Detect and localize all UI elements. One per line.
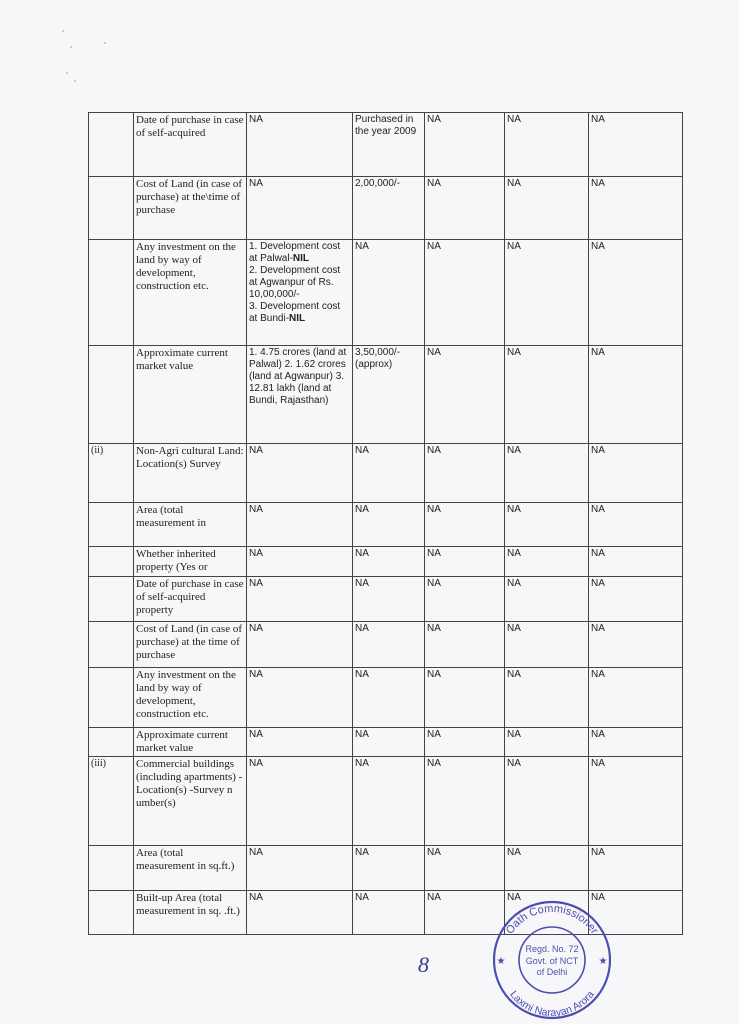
value-cell: NA: [353, 891, 425, 935]
value-cell: NA: [589, 757, 683, 846]
value-cell: NA: [247, 503, 353, 547]
value-cell: NA: [247, 846, 353, 891]
table-row: [89, 757, 683, 846]
value-cell: NA: [589, 891, 683, 935]
row-number: [89, 346, 134, 444]
value-cell: NA: [505, 113, 589, 177]
seal-line-2: Govt. of NCT: [525, 956, 579, 966]
table-row: [89, 622, 683, 668]
value-cell: NA: [505, 240, 589, 346]
value-cell: NA: [505, 547, 589, 577]
value-cell: NA: [247, 113, 353, 177]
seal-top-text: Oath Commissioner: [503, 902, 601, 937]
value-cell: NA: [247, 668, 353, 728]
value-cell: NA: [589, 846, 683, 891]
value-cell: NA: [353, 547, 425, 577]
value-cell: NA: [425, 113, 505, 177]
dev-nil-bundi: NIL: [289, 313, 306, 324]
value-cell: NA: [425, 444, 505, 503]
value-cell: NA: [505, 177, 589, 240]
value-cell: 1. 4.75 crores (land at Palwal) 2. 1.62 crores (land at Agwanpur) 3. 12.81 lakh (land at Bundi, Rajasthan): [247, 346, 353, 444]
value-cell: NA: [425, 891, 505, 935]
table-row: [89, 177, 683, 240]
value-cell: NA: [589, 113, 683, 177]
row-label: Commercial buildings (including apartments) -Location(s) -Survey n umber(s): [134, 757, 247, 846]
value-cell: NA: [589, 728, 683, 757]
value-cell: NA: [247, 622, 353, 668]
value-cell: NA: [247, 177, 353, 240]
row-number: (ii): [89, 444, 134, 503]
scan-speck: [104, 42, 106, 44]
row-label: Non-Agri cultural Land: Location(s) Survey: [134, 444, 247, 503]
value-cell: NA: [425, 177, 505, 240]
value-cell: NA: [425, 240, 505, 346]
value-cell: NA: [425, 668, 505, 728]
table-row: [89, 577, 683, 622]
value-cell: NA: [505, 503, 589, 547]
value-cell: NA: [425, 728, 505, 757]
page-number: 8: [418, 952, 429, 977]
seal-line-1: Regd. No. 72: [525, 944, 579, 954]
table-row: [89, 113, 683, 177]
value-cell: NA: [425, 757, 505, 846]
dev-line-palwal: 1. Development cost at Palwal-: [249, 241, 341, 264]
table-row: [89, 444, 683, 503]
dev-line-bundi: 3. Development cost at Bundi-: [249, 301, 341, 324]
row-number: (iii): [89, 757, 134, 846]
scan-speck: [70, 46, 72, 48]
table-row: [89, 503, 683, 547]
scan-speck: [62, 30, 64, 32]
row-number: [89, 177, 134, 240]
value-cell: NA: [247, 757, 353, 846]
value-cell: NA: [589, 177, 683, 240]
value-cell: NA: [505, 846, 589, 891]
table-row: [89, 547, 683, 577]
seal-line-3: of Delhi: [536, 967, 568, 977]
row-number: [89, 113, 134, 177]
value-cell: NA: [589, 346, 683, 444]
dev-nil-palwal: NIL: [292, 253, 310, 264]
table-row: [89, 240, 683, 346]
value-cell: NA: [353, 846, 425, 891]
value-cell: NA: [425, 346, 505, 444]
row-number: [89, 240, 134, 346]
row-label: Cost of Land (in case of purchase) at the time of purchase: [134, 622, 247, 668]
oath-commissioner-seal: [482, 892, 622, 1022]
row-number: [89, 891, 134, 935]
value-cell: NA: [353, 503, 425, 547]
value-cell: NA: [247, 728, 353, 757]
value-cell: NA: [353, 757, 425, 846]
value-cell: NA: [353, 577, 425, 622]
row-number: [89, 577, 134, 622]
value-cell: NA: [353, 240, 425, 346]
value-cell: NA: [505, 891, 589, 935]
value-cell: NA: [425, 547, 505, 577]
table-row: [89, 846, 683, 891]
value-cell: NA: [589, 547, 683, 577]
value-cell: NA: [505, 668, 589, 728]
value-cell: NA: [425, 622, 505, 668]
value-cell: NA: [589, 622, 683, 668]
value-cell: NA: [247, 577, 353, 622]
value-cell: NA: [505, 577, 589, 622]
value-cell: NA: [247, 891, 353, 935]
row-label: Any investment on the land by way of development, construction etc.: [134, 240, 247, 346]
value-cell: Purchased in the year 2009: [353, 113, 425, 177]
value-cell: NA: [589, 444, 683, 503]
value-cell: NA: [589, 668, 683, 728]
value-cell: NA: [505, 346, 589, 444]
value-cell: NA: [247, 547, 353, 577]
development-cost-cell: [247, 240, 353, 346]
row-number: [89, 668, 134, 728]
row-label: Built-up Area (total measurement in sq. .ft.): [134, 891, 247, 935]
value-cell: NA: [425, 577, 505, 622]
table-row: [89, 346, 683, 444]
row-label: Area (total measurement in sq.ft.): [134, 846, 247, 891]
seal-star-left-icon: ★: [496, 956, 506, 967]
value-cell: NA: [589, 503, 683, 547]
value-cell: 3,50,000/- (approx): [353, 346, 425, 444]
dev-line-agwanpur: 2. Development cost at Agwanpur of Rs. 10,00,000/-: [249, 265, 341, 300]
value-cell: NA: [505, 444, 589, 503]
value-cell: NA: [425, 503, 505, 547]
row-number: [89, 846, 134, 891]
row-label: Cost of Land (in case of purchase) at the\time of purchase: [134, 177, 247, 240]
table-row: [89, 668, 683, 728]
row-label: Date of purchase in case of self-acquired: [134, 113, 247, 177]
value-cell: 2,00,000/-: [353, 177, 425, 240]
value-cell: NA: [247, 444, 353, 503]
value-cell: NA: [353, 668, 425, 728]
table-row: [89, 728, 683, 757]
scan-speck: [74, 80, 76, 82]
row-label: Date of purchase in case of self-acquired property: [134, 577, 247, 622]
row-label: Approximate current market value: [134, 346, 247, 444]
row-label: Area (total measurement in: [134, 503, 247, 547]
value-cell: NA: [589, 577, 683, 622]
row-label: Whether inherited property (Yes or: [134, 547, 247, 577]
row-label: Approximate current market value: [134, 728, 247, 757]
seal-star-right-icon: ★: [598, 956, 608, 967]
value-cell: NA: [353, 728, 425, 757]
value-cell: NA: [505, 622, 589, 668]
value-cell: NA: [505, 728, 589, 757]
row-number: [89, 622, 134, 668]
value-cell: NA: [425, 846, 505, 891]
row-label: Any investment on the land by way of development, construction etc.: [134, 668, 247, 728]
row-number: [89, 503, 134, 547]
value-cell: NA: [353, 622, 425, 668]
value-cell: NA: [589, 240, 683, 346]
value-cell: NA: [505, 757, 589, 846]
row-number: [89, 547, 134, 577]
asset-declaration-table: [88, 112, 683, 935]
seal-bottom-text: Laxmi Narayan Arora: [507, 988, 597, 1020]
scan-speck: [66, 72, 68, 74]
row-number: [89, 728, 134, 757]
value-cell: NA: [353, 444, 425, 503]
